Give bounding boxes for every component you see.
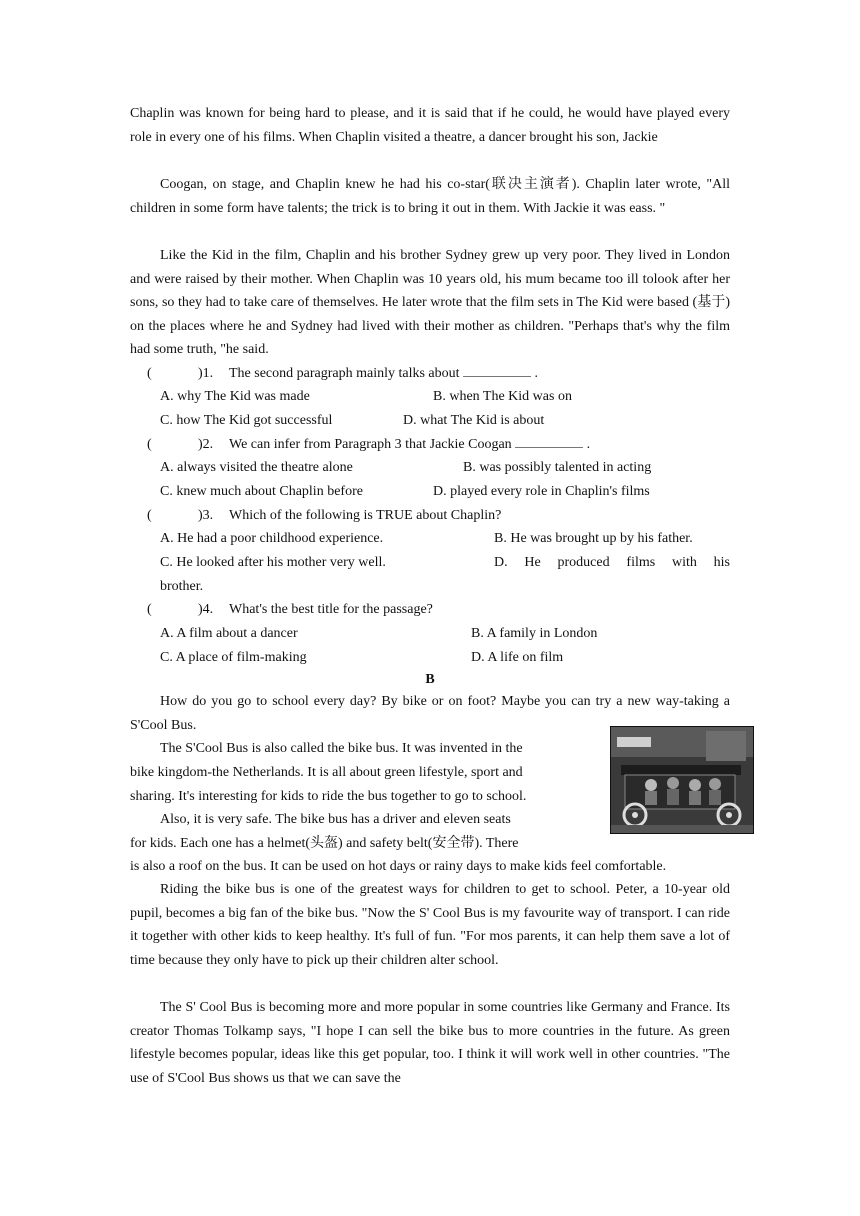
option-d: D. He produced films with his [494,555,730,570]
option-b: B. was possibly talented in acting [463,460,652,475]
question-number: )3. [198,508,214,523]
option-d: D. A life on film [471,650,564,665]
option-c: C. knew much about Chaplin before [160,484,363,499]
answer-paren-open: ( [147,508,152,523]
paragraph-b3-line: is also a roof on the bus. It can be used on hot days or rainy days to make kids feel comfortable. [130,859,667,874]
answer-paren-open: ( [147,437,152,452]
question-number: )1. [198,366,214,381]
paragraph-b4: Riding the bike bus is one of the greatest ways for children to get to school. Peter, a 10-year old pupil, becomes a big fan of the bike bus. "Now the S' Cool Bus is my favourite way of transport. I can ride it together with other kids to keep healthy. It's full of fun. "For mos parents, it can help them save a lot of time because they only have to pick up their children alter school. [130,882,730,968]
paragraph-b2-line: bike kingdom-the Netherlands. It is all about green lifestyle, sport and [130,765,523,780]
option-c: C. A place of film-making [160,650,307,665]
answer-paren-open: ( [147,366,152,381]
question-stem: We can infer from Paragraph 3 that Jackie Coogan . [229,437,591,452]
paragraph-a3: Like the Kid in the film, Chaplin and his brother Sydney grew up very poor. They lived in London and were raised by their mother. When Chaplin was 10 years old, his mum became too ill tolook after her sons, so they had to take care of themselves. He later wrote that the film sets in The Kid were based (基于) on the places where he and Sydney had lived with their mother as children. "Perhaps that's why the film had some truth, "he said. [130,248,730,357]
question-stem: What's the best title for the passage? [229,602,433,617]
option-c: C. how The Kid got successful [160,413,333,428]
paragraph-b2-line: The S'Cool Bus is also called the bike bus. It was invented in the [160,741,523,756]
option-b: B. He was brought up by his father. [494,531,693,546]
option-a: A. A film about a dancer [160,626,298,641]
question-number: )2. [198,437,214,452]
answer-paren-open: ( [147,602,152,617]
option-d: D. what The Kid is about [403,413,545,428]
bike-bus-photo [610,726,754,834]
paragraph-b2-line: sharing. It's interesting for kids to ride the bus together to go to school. [130,789,527,804]
question-number: )4. [198,602,214,617]
option-a: A. always visited the theatre alone [160,460,353,475]
paragraph-a2: Coogan, on stage, and Chaplin knew he had his co-star(联决主演者). Chaplin later wrote, "All children in some form have talents; the trick is to bring it out in them. With Jackie it was eass. " [130,177,730,216]
option-d: D. played every role in Chaplin's films [433,484,650,499]
bike-bus-photo-icon [611,727,753,833]
paragraph-a1: Chaplin was known for being hard to please, and it is said that if he could, he would have played every role in every one of his films. When Chaplin visited a theatre, a dancer brought his son, Jackie [130,106,730,145]
option-a: A. He had a poor childhood experience. [160,531,384,546]
option-b: B. A family in London [471,626,598,641]
answer-blank[interactable] [463,364,531,377]
paragraph-b3-line: for kids. Each one has a helmet(头盔) and safety belt(安全带). There [130,836,519,851]
option-d-continued: brother. [160,579,204,594]
paragraph-b3-line: Also, it is very safe. The bike bus has a driver and eleven seats [160,812,511,827]
option-c: C. He looked after his mother very well. [160,555,386,570]
question-stem: Which of the following is TRUE about Chaplin? [229,508,502,523]
section-heading-b: B [425,672,435,687]
answer-blank[interactable] [515,435,583,448]
option-a: A. why The Kid was made [160,389,310,404]
question-stem: The second paragraph mainly talks about . [229,366,539,381]
paragraph-b5: The S' Cool Bus is becoming more and more popular in some countries like Germany and France. Its creator Thomas Tolkamp says, "I hope I can sell the bike bus to more countries in the future. As green lifestyle becomes popular, ideas like this get popular, too. I think it will work well in other countries. "The use of S'Cool Bus shows us that we can save the [130,1000,730,1086]
option-b: B. when The Kid was on [433,389,572,404]
paragraph-b1: How do you go to school every day? By bike or on foot? Maybe you can try a new way-taking a S'Cool Bus. [130,694,730,733]
